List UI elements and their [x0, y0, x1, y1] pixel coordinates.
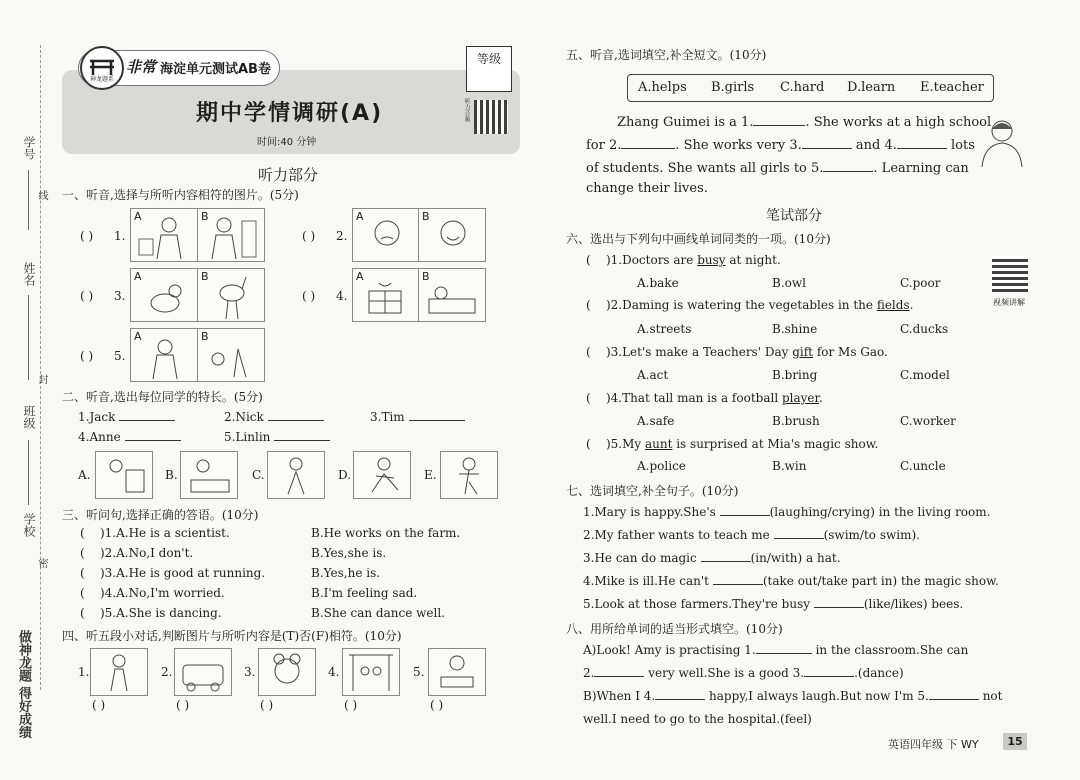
section5-heading: 五、听音,选词填空,补全短文。(10分) [566, 48, 767, 62]
s4-item-3-label: 3. [244, 665, 256, 679]
section4-heading: 四、听五段小对话,判断图片与所听内容是(T)否(F)相符。(10分) [62, 629, 402, 643]
s2-option-b-label: B. [165, 468, 178, 482]
page-number: 15 [1003, 733, 1027, 750]
s6-q2-a: A.streets [637, 322, 692, 336]
s1-q5-picture-b: B [197, 328, 265, 382]
s6-q5-a: A.police [637, 459, 686, 473]
s2-name-1: 1.Jack [78, 410, 175, 424]
s6-q3-a: A.act [637, 368, 669, 382]
book-label: 英语四年级 下 WY [888, 738, 979, 751]
section7-heading: 七、选词填空,补全句子。(10分) [566, 484, 739, 498]
section1-heading: 一、听音,选择与所听内容相符的图片。(5分) [62, 188, 299, 202]
cut-mark-line: 线 [36, 190, 47, 200]
section2-heading: 二、听音,选出每位同学的特长。(5分) [62, 390, 263, 404]
s4-item-2-picture [174, 648, 232, 696]
s6-q4-a: A.safe [637, 414, 675, 428]
word-bank-a: A.helps [638, 80, 687, 95]
s4-item-1-answer: ( ) [92, 698, 106, 712]
s1-q2: ( ) 2. [302, 229, 348, 243]
s4-item-5-label: 5. [413, 665, 425, 679]
s1-q4: ( ) 4. [302, 289, 348, 303]
student-no-label: 学号 [22, 136, 36, 160]
slogan: 做神龙题 得好成绩 [16, 630, 31, 739]
video-label: 视频讲解 [993, 298, 1025, 307]
s1-q5-picture-a: A [130, 328, 198, 382]
s1-q3-picture-a: A [130, 268, 198, 322]
brand-prefix: 非常 [126, 58, 157, 76]
s1-q5: ( ) 5. [80, 349, 126, 363]
s4-item-2-label: 2. [161, 665, 173, 679]
s6-q4-c: C.worker [900, 414, 956, 428]
s2-option-d-label: D. [338, 468, 352, 482]
s4-item-4-label: 4. [328, 665, 340, 679]
s6-q2-b: B.shine [772, 322, 818, 336]
s6-q4: ( )4.That tall man is a football player. [586, 391, 823, 405]
name-label: 姓名 [22, 262, 36, 286]
s2-name-3: 3.Tim [370, 410, 465, 424]
s1-q3-picture-b: B [197, 268, 265, 322]
s6-q1-b: B.owl [772, 276, 806, 290]
s1-q2-picture-a: A [352, 208, 420, 262]
s6-q3-b: B.bring [772, 368, 818, 382]
qr-caption: 听力音频 [463, 98, 470, 122]
s4-item-4-answer: ( ) [344, 698, 358, 712]
s8-line-2: 2. very well.She is a good 3. .(dance) [583, 666, 904, 680]
s8-line-1: A)Look! Amy is practising 1. in the classroom.She can [583, 643, 969, 657]
s2-option-c-picture [267, 451, 325, 499]
s4-item-5-picture [428, 648, 486, 696]
s6-q2: ( )2.Daming is watering the vegetables in the fields. [586, 298, 914, 312]
writing-title: 笔试部分 [766, 208, 822, 224]
s3-row-4-b: B.I'm feeling sad. [311, 586, 418, 600]
section6-heading: 六、选出与下列句中画线单词同类的一项。(10分) [566, 232, 831, 246]
s6-q1-c: C.poor [900, 276, 941, 290]
s4-item-2-answer: ( ) [176, 698, 190, 712]
s1-q1-picture-b: B [197, 208, 265, 262]
grade-box: 等级 [466, 46, 512, 92]
s6-q3-c: C.model [900, 368, 950, 382]
s6-q5-b: B.win [772, 459, 807, 473]
s3-row-2: ( )2.A.No,I don't. [80, 546, 194, 560]
word-bank-b: B.girls [711, 80, 755, 95]
s6-q5-c: C.uncle [900, 459, 946, 473]
s2-option-b-picture [180, 451, 238, 499]
s6-q2-c: C.ducks [900, 322, 949, 336]
s7-q5: 5.Look at those farmers.They're busy (like/likes) bees. [583, 597, 964, 611]
s1-q2-picture-b: B [418, 208, 486, 262]
s1-q1: ( ) 1. [80, 229, 126, 243]
cut-mark-seal: 封 [36, 374, 47, 384]
s5-line-2: for 2. . She works very 3. and 4. lots [586, 138, 975, 153]
school-label: 学校 [22, 513, 36, 537]
s3-row-3: ( )3.A.He is good at running. [80, 566, 266, 580]
s4-item-3-answer: ( ) [260, 698, 274, 712]
s5-line-1: Zhang Guimei is a 1. . She works at a high school [617, 115, 992, 130]
s3-row-5: ( )5.A.She is dancing. [80, 606, 222, 620]
s4-item-1-picture [90, 648, 148, 696]
page-title: 期中学情调研(A) [196, 101, 384, 126]
listening-title: 听力部分 [258, 166, 319, 184]
s6-q4-b: B.brush [772, 414, 820, 428]
s3-row-1: ( )1.A.He is a scientist. [80, 526, 230, 540]
s7-q2: 2.My father wants to teach me (swim/to swim). [583, 528, 920, 542]
word-bank-c: C.hard [780, 80, 825, 95]
cut-mark-dense: 密 [36, 558, 47, 568]
s2-name-5: 5.Linlin [224, 430, 330, 444]
s2-option-e-picture [440, 451, 498, 499]
logo-icon: 神龙题系 [80, 46, 124, 90]
s1-q4-picture-a: A [352, 268, 420, 322]
s3-row-3-b: B.Yes,he is. [311, 566, 381, 580]
s8-line-3: B)When I 4. happy,I always laugh.But now I'm 5. not [583, 689, 1003, 703]
teacher-portrait [972, 115, 1032, 167]
s7-q4: 4.Mike is ill.He can't (take out/take part in) the magic show. [583, 574, 999, 588]
s1-q4-picture-b: B [418, 268, 486, 322]
section8-heading: 八、用所给单词的适当形式填空。(10分) [566, 622, 783, 636]
section3-heading: 三、听问句,选择正确的答语。(10分) [62, 508, 259, 522]
brand-name: 海淀单元测试AB卷 [160, 62, 271, 77]
s5-line-3: of students. She wants all girls to 5. . Learning can [586, 161, 969, 176]
s2-option-d-picture [353, 451, 411, 499]
s8-line-4: well.I need to go to the hospital.(feel) [583, 712, 812, 726]
s1-q3: ( ) 3. [80, 289, 126, 303]
s5-line-4: change their lives. [586, 181, 708, 196]
s6-q1-a: A.bake [637, 276, 679, 290]
s1-q1-picture-a: A [130, 208, 198, 262]
s4-item-3-picture [258, 648, 316, 696]
class-label: 班级 [22, 405, 36, 429]
listening-qr-icon [474, 100, 508, 134]
s2-option-a-picture [95, 451, 153, 499]
s4-item-5-answer: ( ) [430, 698, 444, 712]
s6-q1: ( )1.Doctors are busy at night. [586, 253, 781, 267]
s2-option-e-label: E. [424, 468, 437, 482]
binding-strip [0, 0, 58, 780]
s4-item-1-label: 1. [78, 665, 90, 679]
s7-q1: 1.Mary is happy.She's (laughing/crying) in the living room. [583, 505, 991, 519]
s2-option-c-label: C. [252, 468, 265, 482]
s6-q5: ( )5.My aunt is surprised at Mia's magic show. [586, 437, 879, 451]
time-limit: 时间:40 分钟 [257, 137, 317, 148]
s2-name-4: 4.Anne [78, 430, 181, 444]
s2-name-2: 2.Nick [224, 410, 324, 424]
word-bank-e: E.teacher [920, 80, 984, 95]
s6-q3: ( )3.Let's make a Teachers' Day gift for Ms Gao. [586, 345, 888, 359]
s3-row-5-b: B.She can dance well. [311, 606, 445, 620]
s4-item-4-picture [342, 648, 400, 696]
s2-option-a-label: A. [78, 468, 91, 482]
s3-row-1-b: B.He works on the farm. [311, 526, 461, 540]
s7-q3: 3.He can do magic (in/with) a hat. [583, 551, 841, 565]
video-qr-icon [992, 256, 1028, 292]
s3-row-4: ( )4.A.No,I'm worried. [80, 586, 225, 600]
s3-row-2-b: B.Yes,she is. [311, 546, 387, 560]
word-bank-d: D.learn [847, 80, 896, 95]
